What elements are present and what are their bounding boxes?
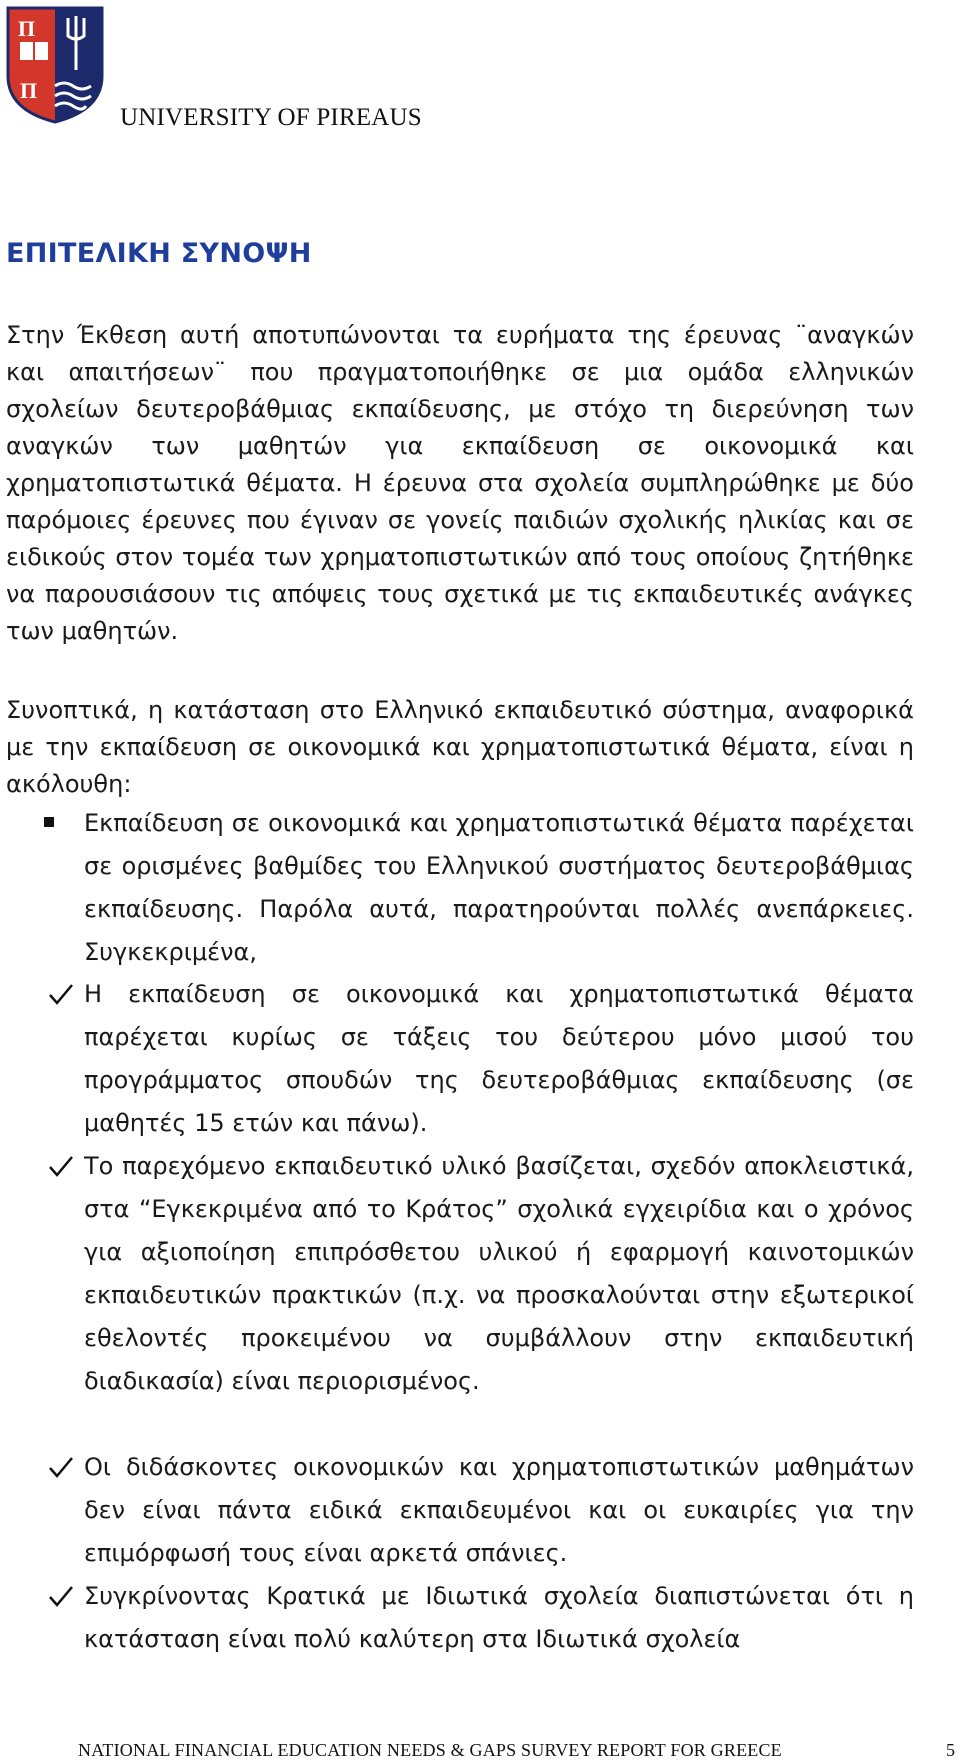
- check-list-item-text: Συγκρίνοντας Κρατικά με Ιδιωτικά σχολεία διαπιστώνεται ότι η κατάσταση είναι πολύ καλύτερη στα Ιδιωτικά σχολεία: [84, 1582, 914, 1653]
- intro-paragraph: Στην Έκθεση αυτή αποτυπώνονται τα ευρήματα της έρευνας ¨αναγκών και απαιτήσεων¨ που πραγματοποιήθηκε σε μια ομάδα ελληνικών σχολείων δευτεροβάθμιας εκπαίδευσης, με στόχο τη διερεύνηση των αναγκών των μαθητών για εκπαίδευση σε οικονομικά και χρηματοπιστωτικά θέματα. Η έρευνα στα σχολεία συμπληρώθηκε με δύο παρόμοιες έρευνες που έγιναν σε γονείς παιδιών σχολικής ηλικίας και σε ειδικούς στον τομέα των χρηματοπιστωτικών από τους οποίους ζητήθηκε να παρουσιάσουν τις απόψεις τους σχετικά με τις εκπαιδευτικές ανάγκες των μαθητών.: [6, 321, 914, 645]
- checkmark-icon: [46, 980, 76, 1010]
- svg-text:Π: Π: [20, 78, 38, 103]
- section-title: ΕΠΙΤΕΛΙΚΗ ΣΥΝΟΨΗ: [6, 238, 312, 269]
- checkmark-icon: [46, 1152, 76, 1182]
- university-logo: [6, 6, 104, 124]
- check-list-item: Το παρεχόμενο εκπαιδευτικό υλικό βασίζεται, σχεδόν αποκλειστικά, στα “Εγκεκριμένα από το Κράτος” σχολικά εγχειρίδια και ο χρόνος για αξιοποίηση επιπρόσθετου υλικού ή εφαρμογή καινοτομικών εκπαιδευτικών πρακτικών (π.χ. να προσκαλούνται στην εξωτερικοί εθελοντές προκειμένου να συμβάλλουν στην εκπαιδευτική διαδικασία) είναι περιορισμένος.: [84, 1152, 914, 1395]
- square-bullet-icon: [44, 817, 54, 827]
- svg-text:Π: Π: [18, 16, 36, 41]
- summary-paragraph: Συνοπτικά, η κατάσταση στο Ελληνικό εκπαιδευτικό σύστημα, αναφορικά με την εκπαίδευση σε οικονομικά και χρηματοπιστωτικά θέματα, είναι η ακόλουθη:: [6, 696, 914, 798]
- checkmark-icon: [46, 1453, 76, 1483]
- checkmark-icon: [46, 1582, 76, 1612]
- check-list-item: [84, 1575, 914, 1661]
- check-list-item: Η εκπαίδευση σε οικονομικά και χρηματοπιστωτικά θέματα παρέχεται κυρίως σε τάξεις του δεύτερου μόνο μισού του προγράμματος σπουδών της δευτεροβάθμιας εκπαίδευσης (σε μαθητές 15 ετών και πάνω).: [84, 980, 914, 1137]
- footer-text: NATIONAL FINANCIAL EDUCATION NEEDS & GAPS SURVEY REPORT FOR GREECE: [78, 1740, 782, 1760]
- square-bullet-text: Εκπαίδευση σε οικονομικά και χρηματοπιστωτικά θέματα παρέχεται σε ορισμένες βαθμίδες του Ελληνικού συστήματος δευτεροβάθμιας εκπαίδευσης. Παρόλα αυτά, παρατηρούνται πολλές ανεπάρκειες. Συγκεκριμένα,: [84, 809, 914, 966]
- university-name: UNIVERSITY OF PIREAUS: [120, 104, 422, 131]
- page-number: 5: [946, 1740, 955, 1760]
- check-list-item: Οι διδάσκοντες οικονομικών και χρηματοπιστωτικών μαθημάτων δεν είναι πάντα ειδικά εκπαιδευμένοι και οι ευκαιρίες για την επιμόρφωσή τους είναι αρκετά σπάνιες.: [84, 1453, 914, 1567]
